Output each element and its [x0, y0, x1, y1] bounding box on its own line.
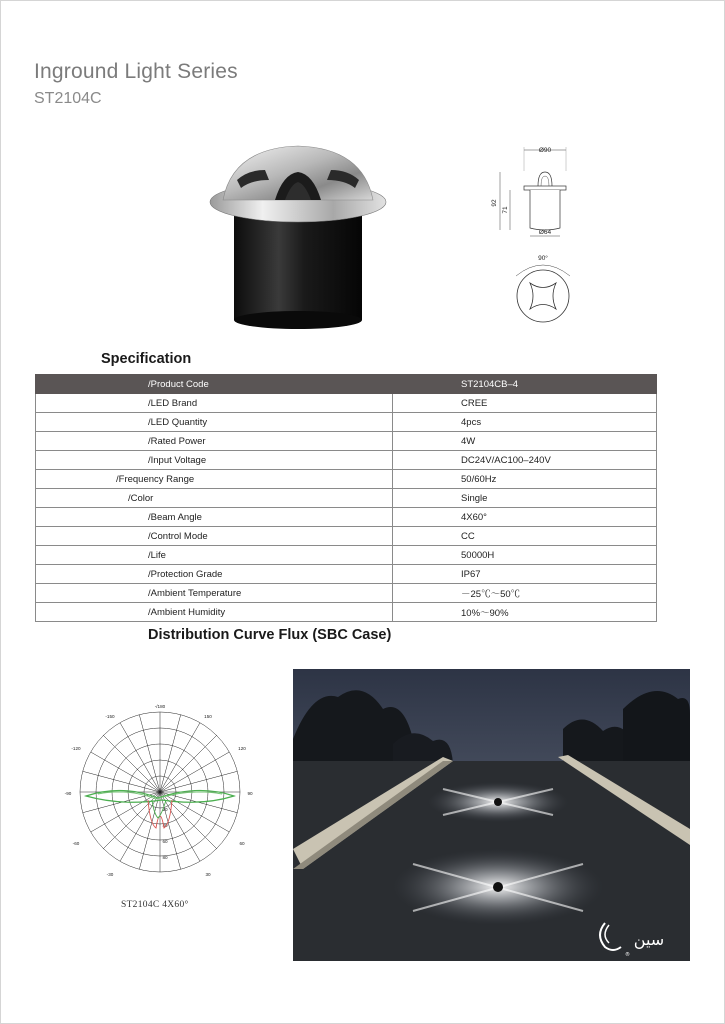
top-view-drawing	[510, 252, 576, 332]
distribution-heading: Distribution Curve Flux (SBC Case)	[148, 627, 392, 643]
polar-distribution-chart	[62, 700, 272, 900]
spec-row	[36, 413, 657, 432]
spec-value: Single	[393, 489, 657, 508]
spec-label-cell	[36, 413, 393, 432]
spec-label: /Life	[148, 549, 166, 561]
brand-logo-text: سين	[633, 930, 665, 949]
spec-label-cell	[36, 584, 393, 603]
spec-label: /Control Mode	[148, 530, 208, 542]
angle-label-lower-right: 60	[239, 841, 245, 846]
spec-value: ST2104CB–4	[393, 375, 657, 394]
spec-row	[36, 489, 657, 508]
spec-label-cell	[36, 489, 393, 508]
spec-label: /Product Code	[148, 378, 209, 390]
spec-label-cell	[36, 565, 393, 584]
radial-label: 80	[162, 855, 168, 860]
spec-value: 4pcs	[393, 413, 657, 432]
radial-label: 60	[162, 839, 168, 844]
angle-label-bottom-left: -30	[106, 872, 114, 877]
spec-label: /Frequency Range	[116, 473, 195, 485]
spec-label-cell	[36, 451, 393, 470]
spec-label-cell	[36, 508, 393, 527]
spec-label-cell	[36, 375, 393, 394]
spec-row	[36, 451, 657, 470]
dimension-drawing	[486, 146, 581, 246]
spec-row	[36, 527, 657, 546]
spec-row	[36, 470, 657, 489]
spec-value: －25℃～50℃	[393, 584, 657, 603]
spec-label-cell	[36, 527, 393, 546]
spec-label: /LED Quantity	[148, 416, 208, 428]
dim-total-height: 92	[491, 199, 498, 207]
application-photo	[293, 669, 690, 961]
dim-bottom-diameter: Ø64	[538, 229, 552, 236]
angle-label-right: 90	[247, 791, 253, 796]
angle-label-bottom-right: 30	[205, 872, 211, 877]
spec-heading: Specification	[101, 351, 192, 367]
spec-row	[36, 432, 657, 451]
spec-label: /Beam Angle	[148, 511, 202, 523]
spec-row	[36, 546, 657, 565]
spec-value: CC	[393, 527, 657, 546]
angle-label-mid-left: -120	[71, 746, 81, 751]
radial-label: 20	[162, 807, 168, 812]
spec-label-cell	[36, 394, 393, 413]
spec-label: /Rated Power	[148, 435, 206, 447]
spec-value: IP67	[393, 565, 657, 584]
spec-label: /Protection Grade	[148, 568, 223, 580]
spec-value: CREE	[393, 394, 657, 413]
spec-value: 4X60°	[393, 508, 657, 527]
spec-label: /Input Voltage	[148, 454, 207, 466]
product-photo	[203, 140, 395, 340]
angle-label-mid-right: 120	[238, 746, 246, 751]
spec-label-cell	[36, 546, 393, 565]
spec-row	[36, 565, 657, 584]
spec-label: /Ambient Humidity	[148, 606, 226, 618]
spec-label-cell	[36, 432, 393, 451]
spec-value: DC24V/AC100–240V	[393, 451, 657, 470]
dim-beam-angle: 90°	[538, 255, 548, 262]
spec-value: 4W	[393, 432, 657, 451]
spec-value: 10%～90%	[393, 603, 657, 622]
angle-label-upper-right: 150	[204, 714, 212, 719]
angle-label-top: -/180	[154, 704, 166, 709]
spec-row	[36, 584, 657, 603]
registered-mark: ®	[625, 952, 630, 958]
angle-label-lower-left: -60	[72, 841, 80, 846]
spec-row	[36, 375, 657, 394]
angle-label-upper-left: -150	[105, 714, 115, 719]
spec-label-cell	[36, 603, 393, 622]
spec-label: /Ambient Temperature	[148, 587, 242, 599]
spec-value: 50/60Hz	[393, 470, 657, 489]
dim-body-height: 71	[502, 206, 509, 214]
spec-label: /LED Brand	[148, 397, 198, 409]
spec-row	[36, 508, 657, 527]
spec-row	[36, 394, 657, 413]
radial-label: 40	[162, 823, 168, 828]
spec-row	[36, 603, 657, 622]
angle-label-left: -90	[64, 791, 72, 796]
spec-label-cell	[36, 470, 393, 489]
spec-label: /Color	[128, 492, 154, 504]
dim-top-diameter: Ø90	[538, 147, 552, 154]
distribution-caption: ST2104C 4X60°	[121, 900, 189, 910]
spec-table	[35, 374, 657, 622]
spec-value: 50000H	[393, 546, 657, 565]
series-title: Inground Light Series	[34, 60, 238, 83]
model-code: ST2104C	[34, 90, 102, 107]
